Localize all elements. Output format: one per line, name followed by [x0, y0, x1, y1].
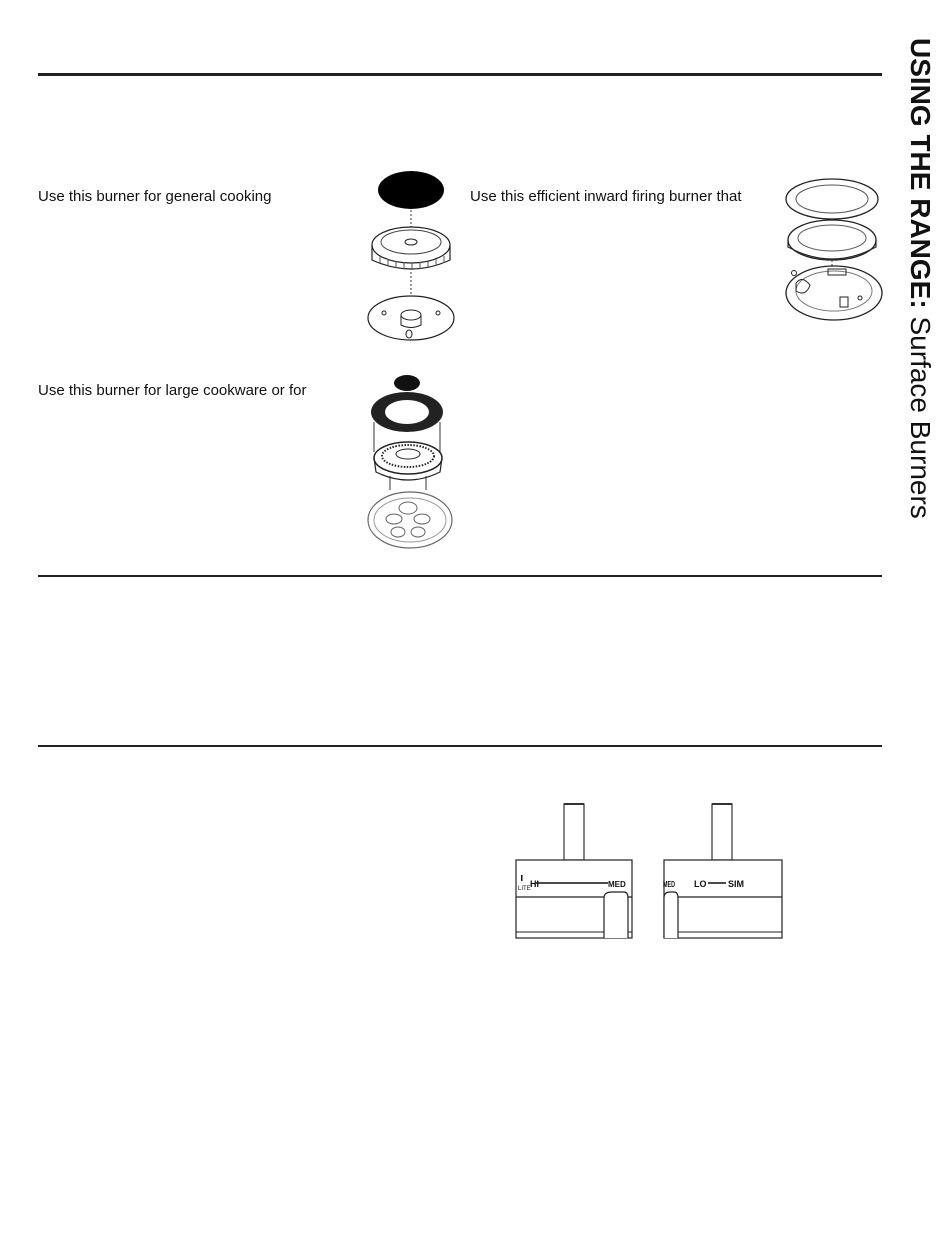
burner-base-icon [368, 492, 452, 548]
lower-rule [38, 745, 882, 747]
inward-burner-text: Use this efficient inward firing burner that [470, 188, 742, 205]
small-cap-icon [394, 375, 420, 391]
middle-rule [38, 575, 882, 577]
inward-burner-diagram [780, 175, 886, 330]
knob-stem-icon [712, 804, 732, 860]
burner-head-icon [374, 442, 442, 474]
top-rule [38, 73, 882, 76]
lite-label: LITE [518, 886, 531, 892]
section-side-title [900, 38, 940, 519]
left-knob-diagram [512, 800, 637, 942]
side-title-regular: Surface Burners [905, 316, 936, 519]
sim-label: SIM [728, 879, 745, 889]
inner-ring-icon [788, 220, 876, 260]
right-knob-diagram [660, 800, 785, 942]
hi-label: HI [530, 879, 539, 889]
burner-cap-icon [378, 171, 444, 209]
large-burner-diagram [360, 372, 460, 552]
knob-body-icon [664, 860, 782, 938]
general-burner-text: Use this burner for general cooking [38, 188, 272, 205]
knob-stem-icon [564, 804, 584, 860]
burner-base-icon [368, 296, 454, 340]
med-label: MED [608, 880, 626, 889]
med-label: MED [663, 880, 676, 889]
side-title-bold: USING THE RANGE: [905, 38, 936, 309]
general-burner-diagram [360, 170, 460, 345]
large-burner-text: Use this burner for large cookware or for [38, 382, 307, 399]
lo-label: LO [694, 879, 707, 889]
